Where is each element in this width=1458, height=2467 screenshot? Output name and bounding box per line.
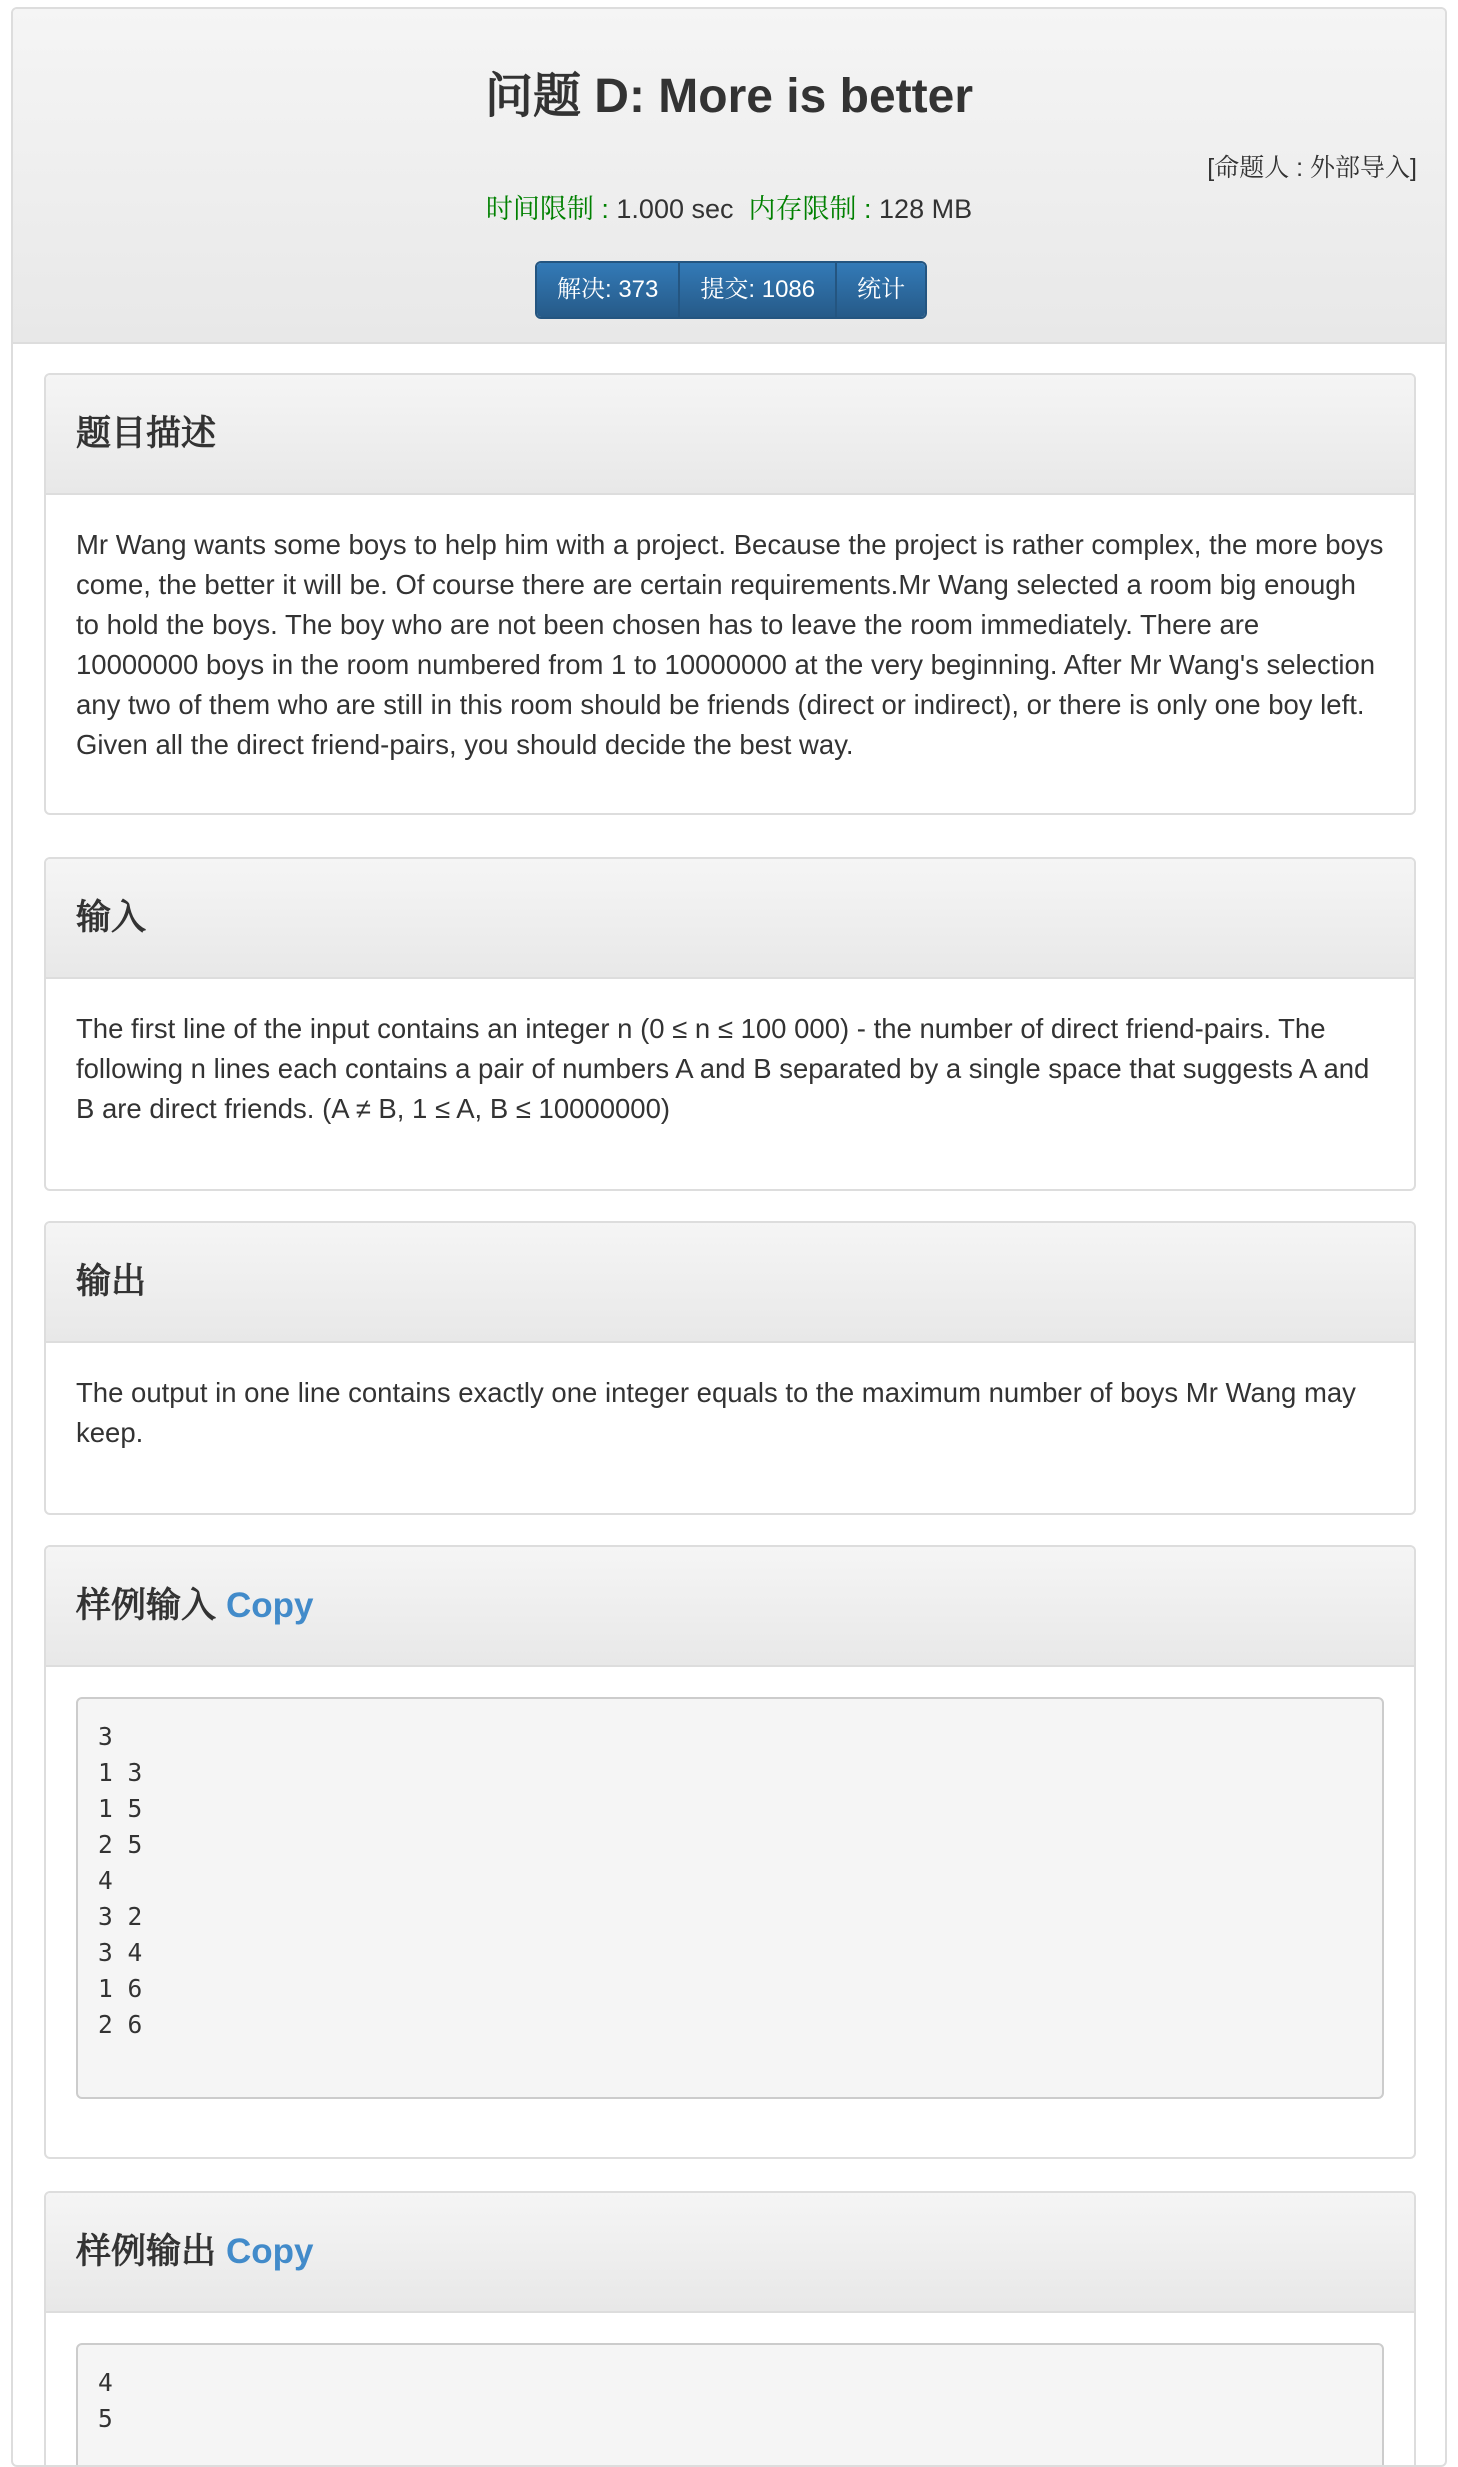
memory-limit-value: 128 MB xyxy=(879,194,973,224)
description-panel xyxy=(44,373,1416,815)
sample-output-body xyxy=(46,2313,1414,2467)
problem-header xyxy=(13,9,1445,344)
submitted-count-button[interactable]: 提交: 1086 xyxy=(680,263,837,317)
sample-output-heading xyxy=(46,2193,1414,2313)
description-heading: 题目描述 xyxy=(46,375,1414,495)
output-heading: 输出 xyxy=(46,1223,1414,1343)
description-text: Mr Wang wants some boys to help him with a project. Because the project is rather complex, the more boys come, the better it will be. Of course there are certain requirements.Mr Wang selected a room big enough to hold the boys. The boy who are not been chosen has to leave the room immediately. There are 10000000 boys in the room numbered from 1 to 10000000 at the very beginning. After Mr Wang's selection any two of them who are still in this room should be friends (direct or indirect), or there is only one boy left. Given all the direct friend-pairs, you should decide the best way. xyxy=(76,529,1384,760)
problem-page xyxy=(11,7,1447,2467)
sample-output-title: 样例输出 xyxy=(76,2232,217,2271)
sample-input-panel xyxy=(44,1545,1416,2159)
time-limit-value: 1.000 sec xyxy=(616,194,734,224)
page-title: 问题 D: More is better xyxy=(484,70,974,123)
output-panel xyxy=(44,1221,1416,1515)
sample-input-title: 样例输入 xyxy=(76,1586,217,1625)
output-text: The output in one line contains exactly one integer equals to the maximum number of boys Mr Wang may keep. xyxy=(76,1377,1356,1448)
sample-input-body xyxy=(46,1667,1414,2099)
memory-limit-label: 内存限制 : xyxy=(748,194,880,224)
sample-input-copy-link[interactable]: Copy xyxy=(226,1586,314,1625)
sample-input-heading xyxy=(46,1547,1414,1667)
sample-output-copy-link[interactable]: Copy xyxy=(226,2232,314,2271)
input-heading: 输入 xyxy=(46,859,1414,979)
sample-input-code: 3 1 3 1 5 2 5 4 3 2 3 4 1 6 2 6 xyxy=(76,1697,1384,2099)
input-panel xyxy=(44,857,1416,1191)
input-text: The first line of the input contains an integer n (0 ≤ n ≤ 100 000) - the number of direct friend-pairs. The following n lines each contains a pair of numbers A and B separated by a single space that suggests A and B are direct friends. (A ≠ B, 1 ≤ A, B ≤ 10000000) xyxy=(76,1013,1370,1124)
limits-line xyxy=(13,189,1445,229)
solved-count-button[interactable]: 解决: 373 xyxy=(537,263,680,317)
sample-output-panel xyxy=(44,2191,1416,2467)
sample-output-code: 4 5 xyxy=(76,2343,1384,2467)
problem-setter: [命题人 : 外部导入] xyxy=(1207,154,1417,182)
statistics-button[interactable]: 统计 xyxy=(837,263,925,317)
problem-stats-button-group xyxy=(535,261,927,319)
time-limit-label: 时间限制 : xyxy=(485,194,617,224)
